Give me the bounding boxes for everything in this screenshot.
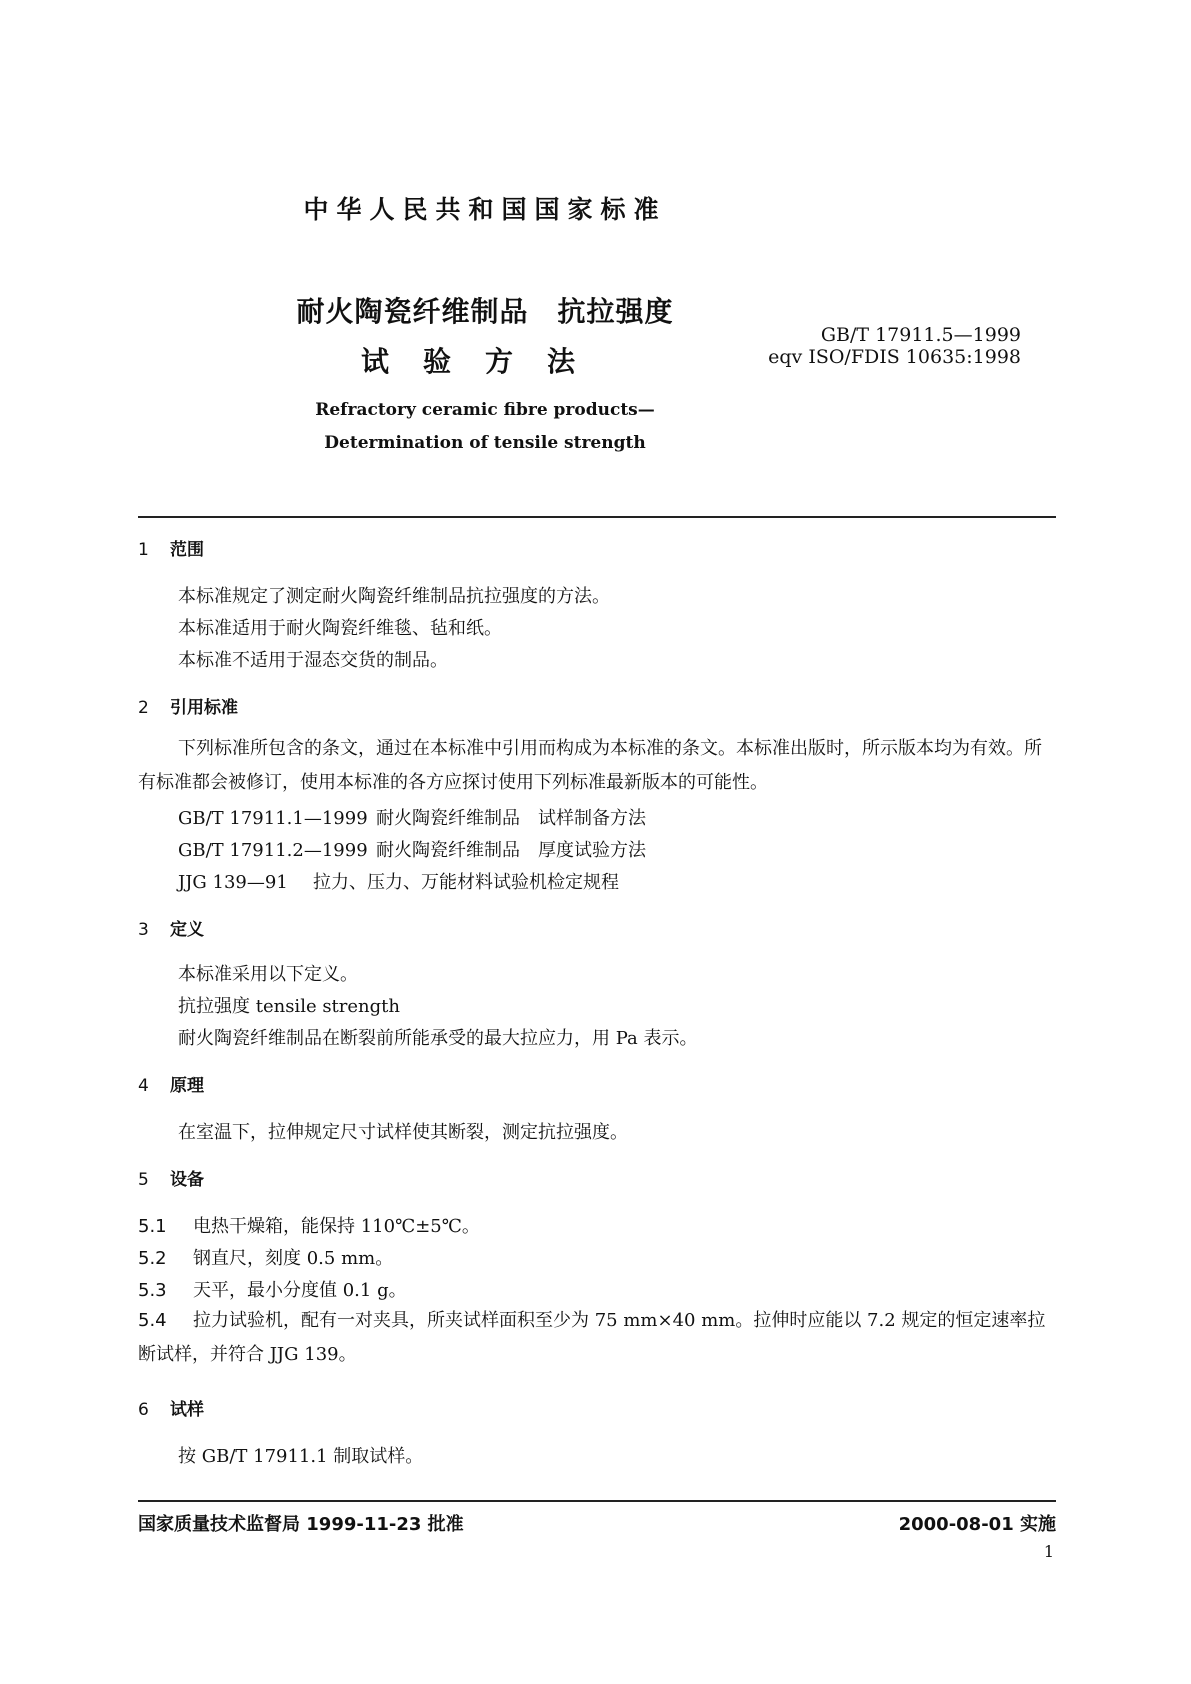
- clause-text: 电热干燥箱，能保持 110℃±5℃。: [193, 1216, 480, 1237]
- section-heading-4: [138, 1071, 204, 1096]
- section-number: 4: [138, 1076, 149, 1096]
- standard-number: GB/T 17911.5—1999: [820, 324, 1021, 346]
- section-title: 引用标准: [170, 698, 238, 718]
- reference-title: 耐火陶瓷纤维制品 厚度试验方法: [376, 840, 646, 861]
- clause-number: 5.4: [138, 1310, 167, 1331]
- section-heading-5: [138, 1165, 204, 1190]
- document-title-en-line1: Refractory ceramic fibre products—: [315, 400, 655, 420]
- section-number: 3: [138, 920, 149, 940]
- section-number: 2: [138, 698, 149, 718]
- section-title: 试样: [170, 1400, 204, 1420]
- implementation-date: 2000-08-01 实施: [898, 1514, 1056, 1535]
- bottom-rule: [138, 1500, 1056, 1502]
- clause-text: 天平，最小分度值 0.1 g。: [193, 1280, 407, 1301]
- paragraph: 本标准不适用于湿态交货的制品。: [178, 650, 448, 671]
- section-title: 定义: [170, 920, 204, 940]
- section-number: 5: [138, 1170, 149, 1190]
- document-title-zh-line1: 耐火陶瓷纤维制品 抗拉强度: [296, 295, 674, 328]
- paragraph: 下列标准所包含的条文，通过在本标准中引用而构成为本标准的条文。本标准出版时，所示版本均为有效。所有标准都会被修订，使用本标准的各方应探讨使用下列标准最新版本的可能性。: [138, 738, 1042, 793]
- term-heading: 抗拉强度 tensile strength: [178, 996, 400, 1017]
- clause-number: 5.2: [138, 1248, 167, 1269]
- term-definition: 耐火陶瓷纤维制品在断裂前所能承受的最大拉应力，用 Pa 表示。: [178, 1028, 698, 1049]
- reference-item: [178, 804, 646, 830]
- reference-code: GB/T 17911.2—1999: [178, 840, 368, 861]
- page-number: 1: [1043, 1542, 1054, 1561]
- section-title: 设备: [170, 1170, 204, 1190]
- section-heading-1: [138, 535, 204, 560]
- approval-line: 国家质量技术监督局 1999-11-23 批准: [138, 1514, 464, 1535]
- clause-number: 5.3: [138, 1280, 167, 1301]
- document-title-zh-line2: 试验方法: [360, 345, 609, 378]
- reference-code: JJG 139—91: [178, 872, 288, 893]
- top-rule: [138, 516, 1056, 518]
- standard-number-block: [768, 324, 1021, 368]
- clause-5-2: [138, 1244, 393, 1270]
- clause-5-3: [138, 1276, 407, 1302]
- clause-number: 5.1: [138, 1216, 167, 1237]
- document-title-en-line2: Determination of tensile strength: [324, 433, 646, 453]
- section-title: 范围: [170, 540, 204, 560]
- section-title: 原理: [170, 1076, 204, 1096]
- reference-title: 耐火陶瓷纤维制品 试样制备方法: [376, 808, 646, 829]
- national-standard-title: 中华人民共和国国家标准: [303, 195, 667, 224]
- section-heading-6: [138, 1395, 204, 1420]
- section-number: 6: [138, 1400, 149, 1420]
- section-heading-3: [138, 915, 204, 940]
- paragraph: 本标准规定了测定耐火陶瓷纤维制品抗拉强度的方法。: [178, 586, 610, 607]
- paragraph: 本标准适用于耐火陶瓷纤维毯、毡和纸。: [178, 618, 502, 639]
- clause-text: 拉力试验机，配有一对夹具，所夹试样面积至少为 75 mm×40 mm。拉伸时应能以 7.2 规定的恒定速率拉断试样，并符合 JJG 139。: [138, 1310, 1046, 1365]
- reference-title: 拉力、压力、万能材料试验机检定规程: [313, 872, 619, 893]
- reference-item: [178, 836, 646, 862]
- clause-5-1: [138, 1212, 480, 1238]
- reference-item: [178, 868, 619, 894]
- section-number: 1: [138, 540, 149, 560]
- clause-5-4: [138, 1304, 1056, 1372]
- clause-text: 钢直尺，刻度 0.5 mm。: [193, 1248, 394, 1269]
- reference-code: GB/T 17911.1—1999: [178, 808, 368, 829]
- paragraph: 在室温下，拉伸规定尺寸试样使其断裂，测定抗拉强度。: [178, 1122, 628, 1143]
- standard-equivalence: eqv ISO/FDIS 10635:1998: [768, 346, 1021, 368]
- paragraph: 本标准采用以下定义。: [178, 964, 358, 985]
- section-heading-2: [138, 693, 238, 718]
- paragraph: 按 GB/T 17911.1 制取试样。: [178, 1446, 424, 1467]
